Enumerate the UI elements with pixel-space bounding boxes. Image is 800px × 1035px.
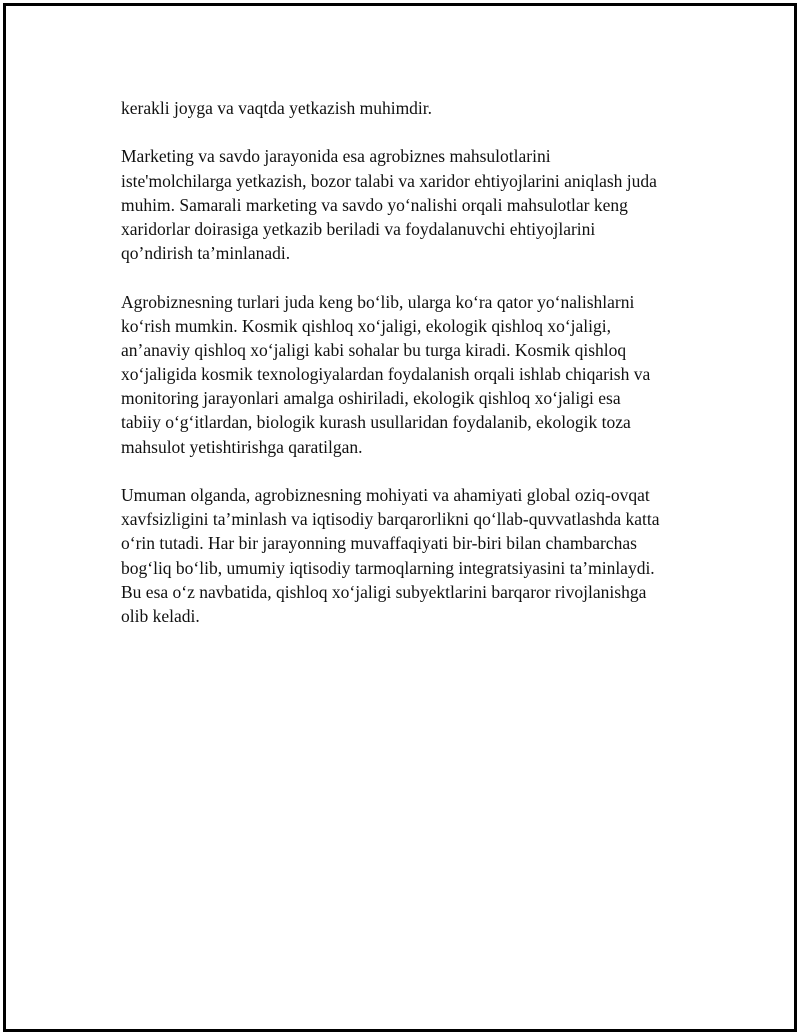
text-line: bog‘liq bo‘lib, umumiy iqtisodiy tarmoqlarning integratsiyasini ta’minlaydi. bbox=[121, 557, 655, 578]
text-line: tabiiy o‘g‘itlardan, biologik kurash usullaridan foydalanib, ekologik toza bbox=[121, 412, 631, 433]
text-line: o‘rin tutadi. Har bir jarayonning muvaffaqiyati bir-biri bilan chambarchas bbox=[121, 533, 637, 554]
document-body bbox=[121, 96, 701, 652]
text-line: Umuman olganda, agrobiznesning mohiyati va ahamiyati global oziq-ovqat bbox=[121, 485, 650, 505]
text-line: Bu esa o‘z navbatida, qishloq xo‘jaligi subyektlarini barqaror rivojlanishga bbox=[121, 581, 647, 602]
text-line: mahsulot yetishtirishga qaratilgan. bbox=[121, 436, 363, 457]
paragraph-1 bbox=[121, 96, 701, 120]
text-line: ko‘rish mumkin. Kosmik qishloq xo‘jaligi, ekologik qishloq xo‘jaligi, bbox=[121, 315, 611, 336]
text-line: xo‘jaligida kosmik texnologiyalardan foydalanish orqali ishlab chiqarish va bbox=[121, 364, 651, 385]
page-frame bbox=[3, 3, 797, 1032]
text-line: xavfsizligini ta’minlash va iqtisodiy barqarorlikni qo‘llab-quvvatlashda katta bbox=[121, 509, 660, 530]
text-line: an’anaviy qishloq xo‘jaligi kabi sohalar bu turga kiradi. Kosmik qishloq bbox=[121, 339, 627, 360]
text-line: iste'molchilarga yetkazish, bozor talabi va xaridor ehtiyojlarini aniqlash juda bbox=[121, 170, 657, 191]
text-line: kerakli joyga va vaqtda yetkazish muhimdir. bbox=[121, 98, 433, 118]
text-line: qo’ndirish ta’minlanadi. bbox=[121, 243, 291, 264]
text-line: Marketing va savdo jarayonida esa agrobiznes mahsulotlarini bbox=[121, 146, 551, 167]
text-line: xaridorlar doirasiga yetkazib beriladi va foydalanuvchi ehtiyojlarini bbox=[121, 218, 596, 239]
text-line: muhim. Samarali marketing va savdo yo‘nalishi orqali mahsulotlar keng bbox=[121, 194, 628, 215]
paragraph-3 bbox=[121, 290, 701, 459]
text-line: olib keladi. bbox=[121, 605, 200, 626]
text-line: monitoring jarayonlari amalga oshiriladi, ekologik qishloq xo‘jaligi esa bbox=[121, 388, 621, 409]
text-line: Agrobiznesning turlari juda keng bo‘lib, ularga ko‘ra qator yo‘nalishlarni bbox=[121, 291, 635, 312]
paragraph-4 bbox=[121, 483, 701, 628]
paragraph-2 bbox=[121, 144, 701, 265]
